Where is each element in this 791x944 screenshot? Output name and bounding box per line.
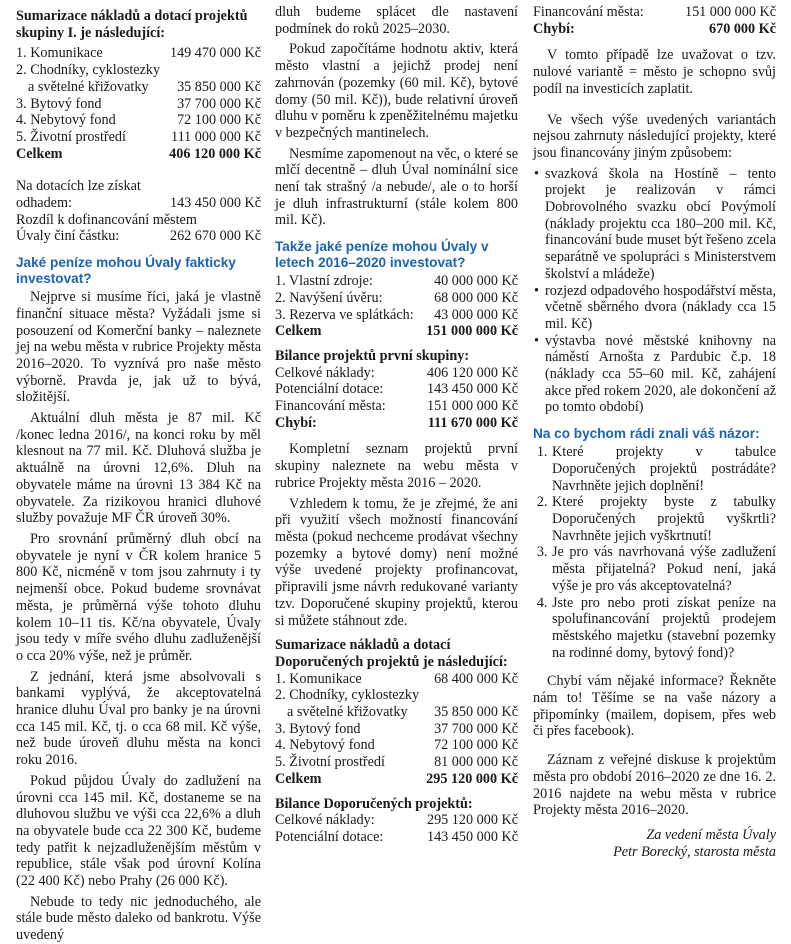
paragraph: Aktuální dluh města je 87 mil. Kč /konec ledna 2016/, na konci roku by měl klesnout na 77 mil. Kč. Dluhová služba je aktuálně na úrovni 12,6%. Dluh na obyvatele máme na úrovni 13 384 Kč na obyvatele. Za rizikovou hranici dluhové služby považuje MF ČR úroveň 30%.: [16, 410, 261, 527]
balance1-title: Bilance projektů první skupiny:: [275, 347, 470, 364]
paragraph: Ve všech výše uvedených variantách nejsou zahrnuty následující projekty, které jsou financovány jiným způsobem:: [533, 111, 776, 161]
table-total-row: Chybí: 670 000 Kč: [533, 20, 776, 37]
signature-line: Petr Borecký, starosta města: [613, 843, 776, 860]
table-row: 5. Životní prostředí 81 000 000 Kč: [275, 754, 518, 771]
paragraph: Pokud započítáme hodnotu aktiv, která město vlastní a jejichž prodej není zahrnován (pozemky (60 mil. Kč), bytové domy (50 mil. Kč)), bude relativní úroveň dluhu v poměru k zpeněžitelnému majetku v bezpečných mantinelech.: [275, 41, 518, 141]
table-row: Potenciální dotace: 143 450 000 Kč: [275, 381, 518, 398]
table-row: Celkové náklady: 295 120 000 Kč: [275, 812, 518, 829]
summary1-table: [16, 45, 261, 162]
table-row: 3. Bytový fond 37 700 000 Kč: [16, 95, 261, 112]
subsidy-intro: Na dotacích lze získat: [16, 178, 141, 195]
paragraph: Nejprve si musíme říci, jaká je vlastně finanční situace města? Vyžádali jsme si posouzení od Komerční banky – naleznete jej na webu města v rubrice Projekty města 2016–2020. To vyznívá pro naše město výborně. Pravda je, jak už to bývá, složitější.: [16, 289, 261, 406]
table-row: 1. Komunikace 68 400 000 Kč: [275, 670, 518, 687]
balance2-title: Bilance Doporučených projektů:: [275, 795, 473, 812]
table-row: 5. Životní prostředí 111 000 000 Kč: [16, 128, 261, 145]
table-total-row: Celkem 406 120 000 Kč: [16, 145, 261, 162]
table-row: a světelné křižovatky 35 850 000 Kč: [28, 78, 261, 95]
column-2: [275, 4, 518, 845]
table-row: Potenciální dotace: 143 450 000 Kč: [275, 828, 518, 845]
table-row: 2. Navýšení úvěru: 68 000 000 Kč: [275, 289, 518, 306]
table-total-row: Chybí: 111 670 000 Kč: [275, 414, 518, 431]
signature: [533, 827, 776, 860]
paragraph: Vzhledem k tomu, že je zřejmé, že ani při využití všech možností financování města (pokud nechceme prodávat všechny pozemky a bytové domy) není možné výše uvedené projekty profinancovat, připravili jsme návrh redukované varianty tzv. Doporučené skupiny projektů, kterou si můžete stáhnout zde.: [275, 495, 518, 629]
paragraph: Nesmíme zapomenout na věc, o které se mlčí decentně – dluh Úval nominální sice není tak strašný /a nebude/, ale o to horší je dluh infrastrukturní (stále kolem 800 mil. Kč).: [275, 145, 518, 229]
table-row: 3. Bytový fond 37 700 000 Kč: [275, 720, 518, 737]
table-row: a světelné křižovatky 35 850 000 Kč: [287, 704, 518, 721]
summary2-table: [275, 671, 518, 788]
diff-intro: Rozdíl k dofinancování městem: [16, 211, 197, 228]
paragraph: dluh budeme splácet dle nastavení podmínek do roků 2025–2030.: [275, 4, 518, 37]
diff-row: Úvaly činí částku: 262 670 000 Kč: [16, 228, 261, 245]
paragraph: Kompletní seznam projektů první skupiny naleznete na webu města v rubrice Projekty města 2016 – 2020.: [275, 441, 518, 491]
column-1: [16, 8, 261, 944]
signature-line: Za vedení města Úvaly: [646, 826, 776, 843]
table-row: Financování města: 151 000 000 Kč: [275, 398, 518, 415]
table-row: Financování města: 151 000 000 Kč: [533, 4, 776, 20]
balance2-table-continued: [533, 4, 776, 37]
section-heading: Takže jaké peníze mohou Úvaly v letech 2016–2020 investovat?: [275, 239, 489, 271]
section-heading: Jaké peníze mohou Úvaly fakticky investovat?: [16, 255, 236, 287]
paragraph: Z jednání, která jsme absolvovali s bankami vyplývá, že akceptovatelná hranice dluhu Úval pro banky je na úrovni cca 145 mil. Kč, tj. o cca 68 mil. Kč výše, než bude úroveň dluhu města na konci roku 2016.: [16, 668, 261, 769]
paragraph: V tomto případě lze uvažovat o tzv. nulové variantě = město je schopno svůj podíl na investicích zaplatit.: [533, 47, 776, 97]
paragraph: Pokud půjdou Úvaly do zadlužení na úrovni cca 145 mil. Kč, dostaneme se na dluhovou službu ve výši cca 22,6% a dluh na obyvatele bude cca 22 300 Kč, budeme tedy patřit k nejzadluženějším městům v republice, stále však pod úrovní Kolína (22 400 Kč) nebo Prahy (26 000 Kč).: [16, 772, 261, 890]
summary2-title: Sumarizace nákladů a dotací Doporučených projektů je následující:: [275, 637, 508, 670]
table-row: 1. Komunikace 149 470 000 Kč: [16, 45, 261, 62]
list-item: • výstavba nové městské knihovny na náměstí Arnošta z Pardubic č.p. 18 (náklady cca 55–60 mil. Kč, zahájení akce před rokem 2020, ale dokončení až po tomto období): [545, 333, 776, 417]
table-row: 4. Nebytový fond 72 100 000 Kč: [275, 737, 518, 754]
list-item: 2. Které projekty byste z tabulky Doporučených projektů vyškrtli? Navrhněte jejich vyškrtnutí!: [551, 494, 776, 544]
summary1-title: Sumarizace nákladů a dotací projektů skupiny I. je následující:: [16, 8, 248, 41]
balance2-table: [275, 812, 518, 845]
paragraph: Nebude to tedy nic jednoduchého, ale stále bude město daleko od bankrotu. Výše uvedený: [16, 893, 261, 944]
list-item: • rozjezd odpadového hospodářství města, včetně sběrného dvora (náklady cca 15 mil. Kč): [545, 283, 776, 333]
list-item: 1. Které projekty v tabulce Doporučených projektů postrádáte? Navrhněte jejich doplnění!: [551, 444, 776, 494]
list-item: 4. Jste pro nebo proti získat peníze na spolufinancování projektů prodejem městského majetku (stavební pozemky na rodinné domy, bytový fond)?: [551, 595, 776, 662]
list-item: • svazková škola na Hostíně – tento projekt je realizován v rámci Dobrovolného svazku obcí Povýmolí (náklady projektu cca 180–200 mil. Kč, financování bude muset být řešeno zcela separátně ve spolupráci s Ministerstvem školství a mládeže): [545, 166, 776, 283]
questions-list: [533, 444, 776, 661]
paragraph: Pro srovnání průměrný dluh obcí na obyvatele je nyní v ČR kolem hranice 5 800 Kč, nicméně v tom jsou zahrnuty i ty nejmenší obce. Pokud budeme srovnávat města, je průměrná výše tohoto dluhu kolem 10–11 tis. Kč/na obyvatele, Úvaly jsou tedy v míře svého dluhu zadluženější o cca 20% výše, než je průměr.: [16, 530, 261, 664]
table-total-row: Celkem 295 120 000 Kč: [275, 770, 518, 787]
invest-table: [275, 273, 518, 340]
section-heading: Na co bychom rádi znali váš názor:: [533, 426, 760, 442]
balance1-table: [275, 365, 518, 432]
table-row: 2. Chodníky, cyklostezky: [275, 687, 420, 704]
table-row: 2. Chodníky, cyklostezky: [16, 62, 161, 79]
paragraph: Záznam z veřejné diskuse k projektům města pro období 2016–2020 ze dne 16. 2. 2016 najdete na webu města v rubrice Projekty města 2016–2020.: [533, 752, 776, 819]
excluded-projects-list: [533, 166, 776, 417]
table-row: 1. Vlastní zdroje: 40 000 000 Kč: [275, 273, 518, 290]
table-total-row: Celkem 151 000 000 Kč: [275, 323, 518, 340]
table-row: Celkové náklady: 406 120 000 Kč: [275, 364, 518, 381]
table-row: 3. Rezerva ve splátkách: 43 000 000 Kč: [275, 306, 518, 323]
subsidy-row: odhadem: 143 450 000 Kč: [16, 195, 261, 212]
paragraph: Chybí vám nějaké informace? Řekněte nám to! Těšíme se na vaše názory a připomínky (mailem, dopisem, přes web či přes facebook).: [533, 673, 776, 740]
list-item: 3. Je pro vás navrhovaná výše zadlužení města přijatelná? Pokud není, jaká výše je pro vás akceptovatelná?: [551, 544, 776, 594]
table-row: 4. Nebytový fond 72 100 000 Kč: [16, 112, 261, 129]
column-3: [533, 4, 776, 860]
